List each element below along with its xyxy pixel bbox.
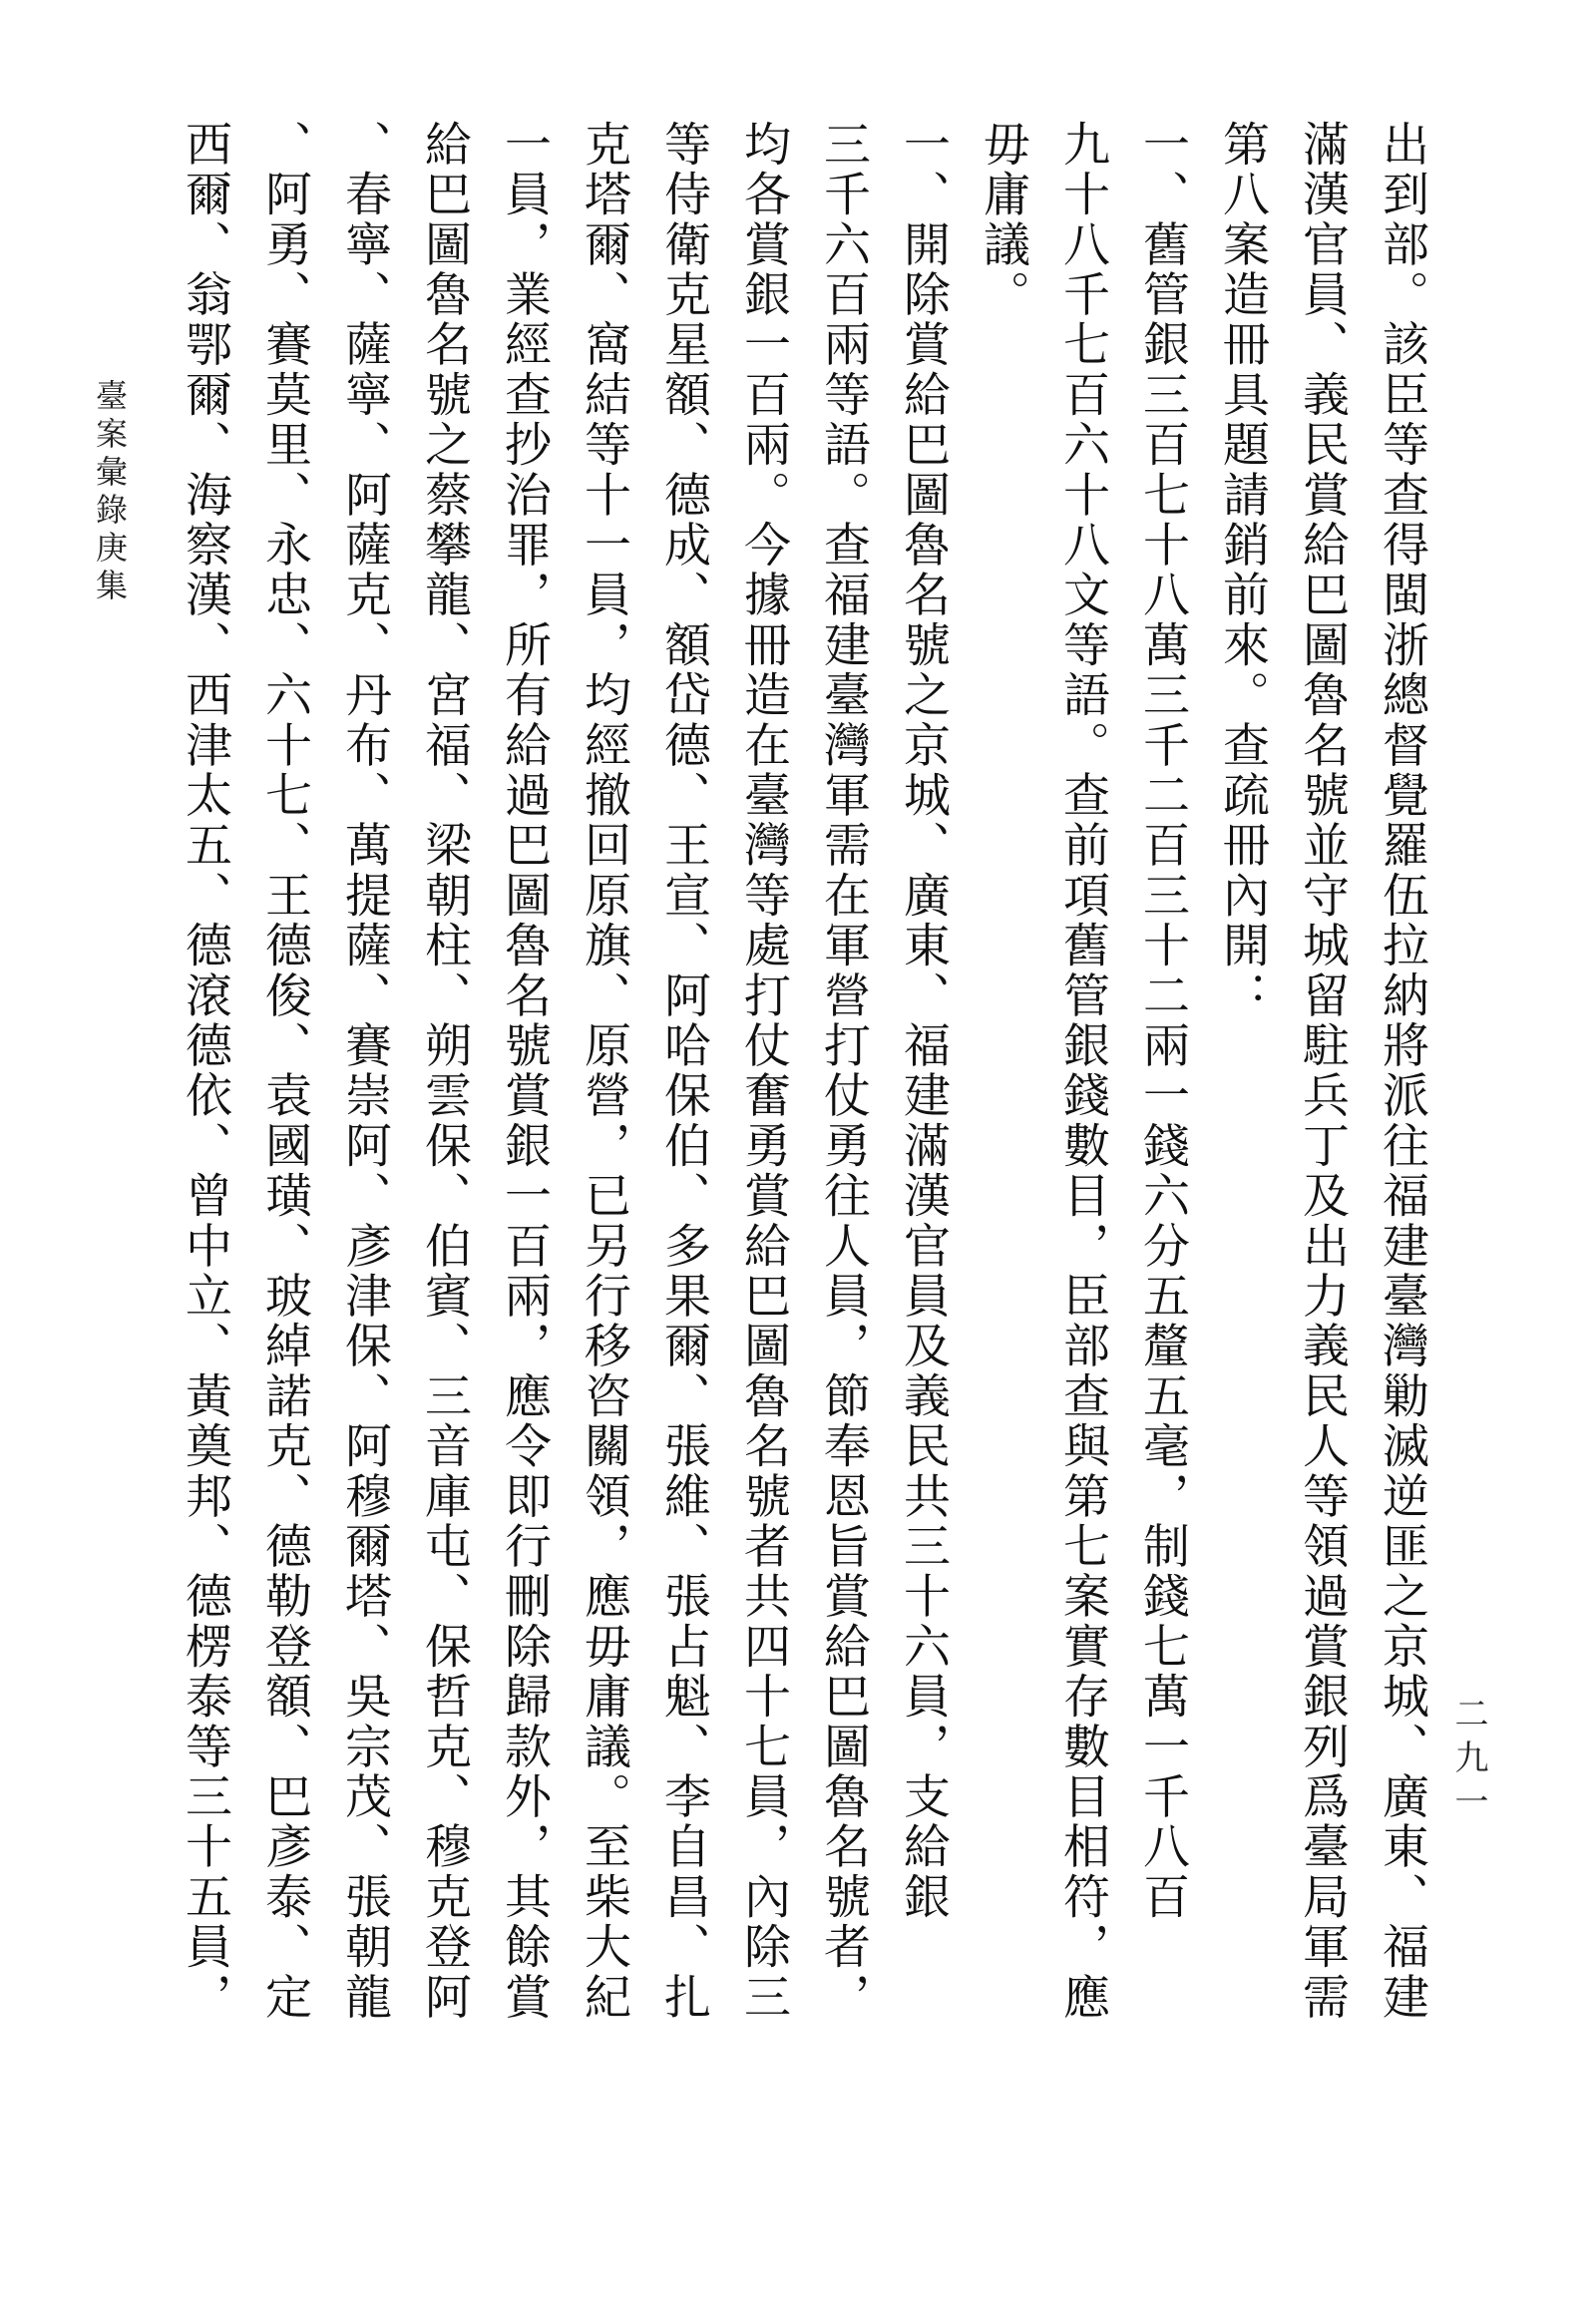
text-column-5: 九十八千七百六十八文等語。查前項舊管銀錢數目，臣部查與第七案實存數目相符，應 — [1055, 120, 1110, 2023]
text-column-1: 出到部。該臣等查得閩浙總督覺羅伍拉納將派往福建臺灣勦滅逆匪之京城、廣東、福建 — [1375, 120, 1429, 2023]
text-column-6: 毋庸議。 — [976, 120, 1030, 320]
text-column-7: 一、開除賞給巴圖魯名號之京城、廣東、福建滿漢官員及義民共三十六員，支給銀 — [896, 120, 951, 1923]
text-column-3: 第八案造冊具題請銷前來。查疏冊內開： — [1215, 120, 1270, 1021]
text-column-8: 三千六百兩等語。查福建臺灣軍需在軍營打仗勇往人員，節奉恩旨賞給巴圖魯名號者， — [816, 120, 871, 2023]
text-column-11: 克塔爾、窩結等十一員，均經撤回原旗、原營，已另行移咨關領，應毋庸議。至柴大紀 — [577, 120, 631, 2023]
text-column-14: 、春寧、薩寧、阿薩克、丹布、萬提薩、賽崇阿、彥津保、阿穆爾塔、吳宗茂、張朝龍 — [337, 120, 392, 2023]
text-column-15: 、阿勇、賽莫里、永忠、六十七、王德俊、袁國璜、玻綽諾克、德勒登額、巴彥泰、定 — [257, 120, 312, 2023]
text-column-12: 一員，業經查抄治罪，所有給過巴圖魯名號賞銀一百兩，應令即行刪除歸款外，其餘賞 — [497, 120, 552, 2023]
text-column-16: 西爾、翁鄂爾、海察漢、西津太五、德滾德依、曾中立、黃奠邦、德楞泰等三十五員， — [178, 120, 232, 2023]
page-number: 二九一 — [1448, 1696, 1488, 1827]
text-column-2: 滿漢官員、義民賞給巴圖魯名號並守城留駐兵丁及出力義民人等領過賞銀列爲臺局軍需 — [1295, 120, 1350, 2023]
text-column-10: 等侍衛克星額、德成、額岱德、王宣、阿哈保伯、多果爾、張維、張占魁、李自昌、扎 — [656, 120, 711, 2023]
book-title: 臺案彙錄庚集 — [91, 379, 129, 606]
text-column-4: 一、舊管銀三百七十八萬三千二百三十二兩一錢六分五釐五毫，制錢七萬一千八百 — [1135, 120, 1190, 1923]
text-column-13: 給巴圖魯名號之蔡攀龍、宮福、梁朝柱、朔雲保、伯賓、三音庫屯、保哲克、穆克登阿 — [417, 120, 472, 2023]
text-column-9: 均各賞銀一百兩。今據冊造在臺灣等處打仗奮勇賞給巴圖魯名號者共四十七員，內除三 — [736, 120, 791, 2023]
